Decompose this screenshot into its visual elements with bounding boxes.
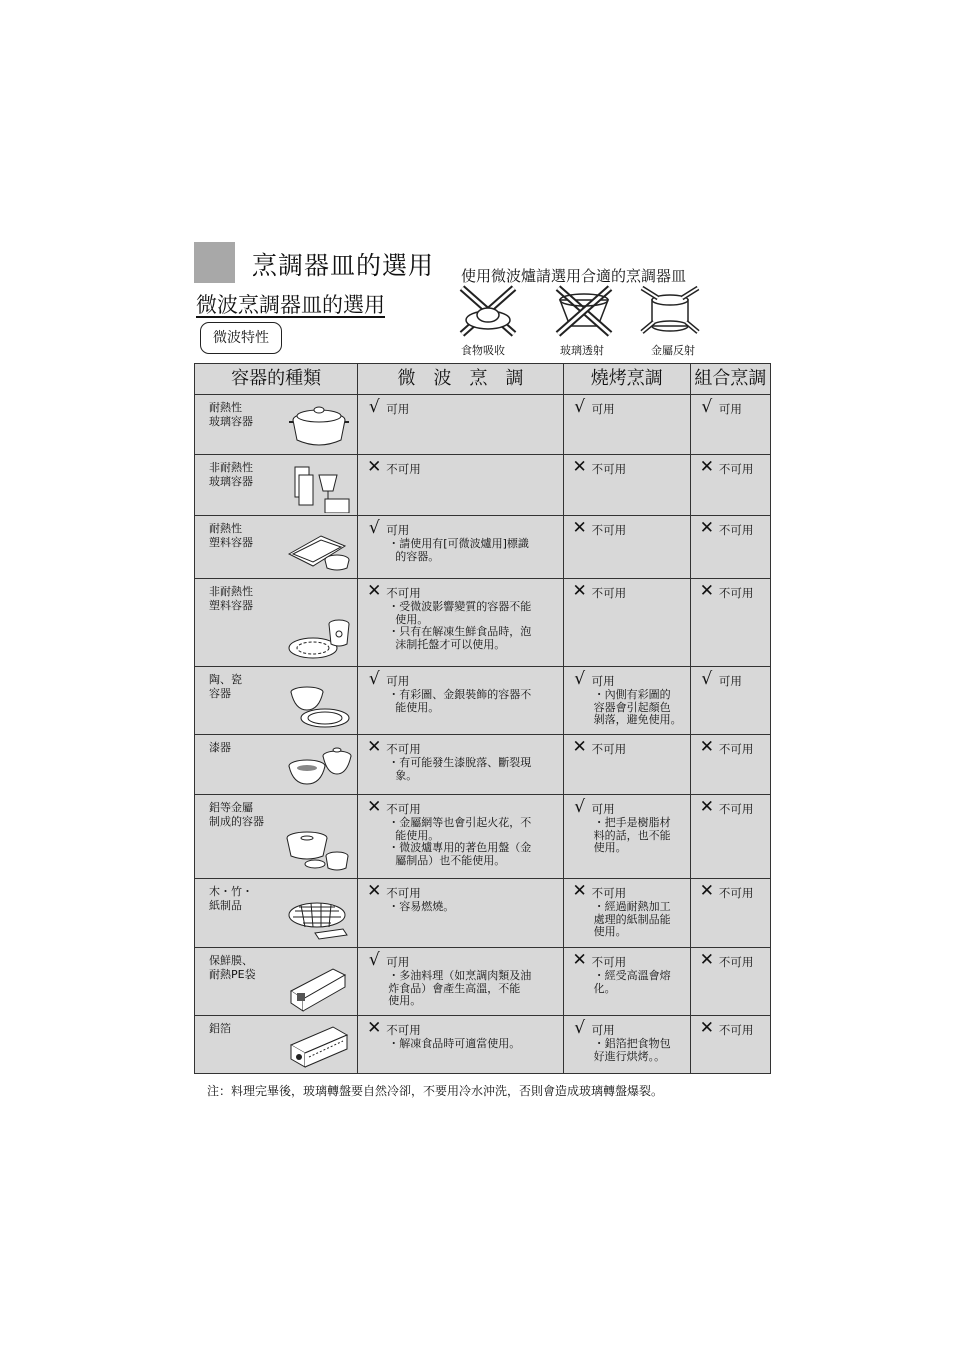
illustration-caption: 金屬反射 [651, 344, 695, 357]
cross-icon: ✕ [699, 950, 714, 970]
grill-cell [563, 395, 690, 455]
availability-text: 可用 [591, 802, 615, 816]
grill-cell [563, 455, 690, 516]
microwave-cell [358, 879, 563, 948]
microwave-cell [358, 455, 563, 516]
illustration-caption: 玻璃透射 [560, 344, 604, 357]
container-cell [195, 948, 358, 1016]
plastic-trays-icon [285, 524, 353, 576]
page-subtitle: 微波烹調器皿的選用 [196, 293, 385, 317]
cross-icon: ✕ [367, 737, 382, 757]
notes [564, 816, 690, 855]
microwave-cell [358, 948, 563, 1016]
plastic-plate-icon [285, 612, 353, 664]
note: ・金屬網等也會引起火花，不 能使用。 [388, 816, 532, 842]
glass-casserole-icon [285, 400, 353, 452]
combo-cell [690, 1016, 770, 1074]
check-icon: √ [368, 669, 380, 689]
grill-cell [563, 948, 690, 1016]
glass-cups-icon [285, 461, 353, 513]
combo-cell [690, 455, 770, 516]
footer-note: 注：料理完畢後，玻璃轉盤要自然冷卻，不要用冷水沖洗，否則會造成玻璃轉盤爆裂。 [207, 1084, 664, 1098]
notes [358, 756, 562, 782]
note: ・微波爐專用的著色用盤（金 屬制品）也不能使用。 [388, 841, 532, 867]
cross-icon: ✕ [367, 1018, 382, 1038]
availability [564, 579, 690, 600]
microwave-cell [358, 1016, 563, 1074]
foil-box-icon [285, 1019, 353, 1071]
availability [691, 879, 770, 900]
availability [358, 1016, 562, 1037]
combo-cell [690, 879, 770, 948]
column-header: 微 波 烹 調 [358, 364, 563, 395]
availability [358, 455, 562, 476]
availability [358, 395, 562, 416]
note: ・把手是樹脂材 料的話，也不能 使用。 [593, 816, 671, 854]
availability-text: 不可用 [386, 802, 421, 816]
combo-cell [690, 795, 770, 879]
availability-text: 不可用 [386, 886, 421, 900]
availability [564, 516, 690, 537]
table-row [195, 579, 771, 667]
availability-text: 不可用 [386, 1023, 421, 1037]
table-row [195, 1016, 771, 1074]
combo-cell [690, 579, 770, 667]
note: ・經過耐熱加工 處理的紙制品能 使用。 [593, 900, 671, 938]
availability-text: 不可用 [591, 523, 627, 537]
availability [564, 455, 690, 476]
availability-text: 不可用 [386, 586, 421, 600]
availability [564, 1016, 690, 1037]
availability-text: 不可用 [718, 955, 754, 969]
lacquer-bowl-icon [285, 740, 353, 792]
cross-icon: ✕ [572, 457, 587, 477]
table-row [195, 795, 771, 879]
cross-icon: ✕ [572, 581, 587, 601]
check-icon: √ [368, 518, 380, 538]
availability-text: 可用 [591, 674, 615, 688]
wood-basket-icon [285, 893, 353, 945]
check-icon: √ [574, 397, 586, 417]
cross-icon: ✕ [367, 581, 382, 601]
notes [358, 969, 562, 1008]
availability-text: 可用 [386, 523, 410, 537]
availability [358, 948, 562, 969]
column-header: 組合烹調 [690, 364, 770, 395]
cross-icon: ✕ [699, 1018, 714, 1038]
food-absorb-icon [456, 282, 520, 340]
availability-text: 不可用 [591, 742, 627, 756]
ceramic-bowl-icon [285, 680, 353, 732]
notes [564, 900, 690, 939]
availability [564, 735, 690, 756]
combo-cell [690, 948, 770, 1016]
availability-text: 可用 [386, 955, 410, 969]
availability-text: 不可用 [718, 1023, 754, 1037]
availability-text: 可用 [591, 402, 615, 416]
notes [564, 688, 690, 727]
table-row [195, 516, 771, 579]
note: ・鋁箔把食物包 好進行烘烤。。 [593, 1037, 671, 1063]
availability [691, 1016, 770, 1037]
page-title: 烹調器皿的選用 [252, 251, 435, 280]
note: ・有彩圖、金銀裝飾的容器不 能使用。 [388, 688, 532, 714]
microwave-cell [358, 395, 563, 455]
note: ・內側有彩圖的 容器會引起顏色 剝落，避免使用。 [593, 688, 682, 726]
notes [358, 816, 562, 867]
table-row [195, 455, 771, 516]
cross-icon: ✕ [699, 518, 714, 538]
notes [358, 600, 562, 651]
availability [358, 579, 562, 600]
availability [691, 667, 770, 688]
illustration-caption: 食物吸收 [461, 344, 505, 357]
combo-cell [690, 516, 770, 579]
cross-icon: ✕ [572, 518, 587, 538]
container-cell [195, 579, 358, 667]
availability-text: 可用 [718, 674, 742, 688]
container-cell [195, 1016, 358, 1074]
availability [564, 879, 690, 900]
availability [691, 948, 770, 969]
availability [564, 395, 690, 416]
availability [691, 455, 770, 476]
grill-cell [563, 795, 690, 879]
check-icon: √ [574, 797, 586, 817]
grill-cell [563, 667, 690, 735]
availability [358, 667, 562, 688]
grill-cell [563, 879, 690, 948]
container-label: 非耐熱性 玻璃容器 [209, 461, 253, 488]
table-row [195, 395, 771, 455]
availability-text: 不可用 [386, 742, 421, 756]
note: ・請使用有[可微波爐用]標識 的容器。 [388, 537, 529, 563]
cross-icon: ✕ [699, 457, 714, 477]
combo-cell [690, 667, 770, 735]
availability-text: 不可用 [591, 886, 627, 900]
grill-cell [563, 516, 690, 579]
wrap-box-icon [285, 961, 353, 1013]
cross-icon: ✕ [572, 881, 587, 901]
cross-icon: ✕ [367, 797, 382, 817]
cross-icon: ✕ [699, 581, 714, 601]
grill-cell [563, 1016, 690, 1074]
container-cell [195, 395, 358, 455]
check-icon: √ [368, 950, 380, 970]
microwave-characteristics-label: 微波特性 [200, 322, 282, 354]
cross-icon: ✕ [572, 950, 587, 970]
cross-icon: ✕ [367, 881, 382, 901]
availability-text: 不可用 [718, 462, 754, 476]
availability-text: 可用 [386, 674, 410, 688]
availability [691, 516, 770, 537]
note: ・只有在解凍生鮮食品時，泡 沫制托盤才可以使用。 [388, 625, 532, 651]
note: ・有可能發生漆脫落、斷裂現 象。 [388, 756, 532, 782]
grill-cell [563, 735, 690, 795]
availability [358, 516, 562, 537]
availability-text: 可用 [591, 1023, 615, 1037]
container-label: 鋁箔 [209, 1022, 231, 1035]
column-header: 容器的種類 [195, 364, 358, 395]
column-header: 燒烤烹調 [563, 364, 690, 395]
cross-icon: ✕ [572, 737, 587, 757]
note: ・經受高溫會熔 化。 [593, 969, 671, 995]
notes [358, 1037, 562, 1051]
container-label: 保鮮膜、 耐熱PE袋 [209, 954, 256, 981]
table-row [195, 948, 771, 1016]
container-label: 耐熱性 玻璃容器 [209, 401, 253, 428]
availability-text: 不可用 [718, 802, 754, 816]
container-cell [195, 516, 358, 579]
microwave-cell [358, 579, 563, 667]
check-icon: √ [701, 669, 713, 689]
availability-text: 可用 [386, 402, 410, 416]
availability [691, 735, 770, 756]
cross-icon: ✕ [699, 797, 714, 817]
availability-text: 不可用 [591, 955, 627, 969]
cross-icon: ✕ [699, 881, 714, 901]
table-row [195, 667, 771, 735]
check-icon: √ [574, 1018, 586, 1038]
microwave-cell [358, 667, 563, 735]
availability-text: 不可用 [718, 886, 754, 900]
container-label: 鋁等金屬 制成的容器 [209, 801, 264, 828]
availability [358, 879, 562, 900]
table-row [195, 879, 771, 948]
availability-text: 不可用 [591, 586, 627, 600]
check-icon: √ [574, 669, 586, 689]
notes [358, 537, 562, 563]
combo-cell [690, 735, 770, 795]
container-label: 耐熱性 塑料容器 [209, 522, 253, 549]
note: ・多油料理（如烹調肉類及油 炸食品）會產生高溫，不能 使用。 [388, 969, 532, 1007]
glass-transmit-icon [552, 282, 616, 340]
note: ・解凍食品時可適當使用。 [388, 1037, 521, 1050]
availability [564, 948, 690, 969]
microwave-cell [358, 516, 563, 579]
availability-text: 不可用 [718, 586, 754, 600]
availability [691, 579, 770, 600]
container-cell [195, 667, 358, 735]
container-label: 陶、瓷 容器 [209, 673, 242, 700]
table-header-row [195, 364, 771, 395]
microwave-cell [358, 795, 563, 879]
container-label: 非耐熱性 塑料容器 [209, 585, 253, 612]
availability [564, 795, 690, 816]
notes [564, 1037, 690, 1063]
section-marker [194, 242, 235, 283]
container-cell [195, 879, 358, 948]
availability-text: 不可用 [718, 523, 754, 537]
grill-cell [563, 579, 690, 667]
availability-text: 不可用 [386, 462, 421, 476]
cookware-table [194, 363, 771, 1074]
metal-reflect-icon [638, 282, 702, 340]
cross-icon: ✕ [367, 457, 382, 477]
check-icon: √ [368, 397, 380, 417]
metal-pans-icon [285, 824, 353, 876]
notes [358, 900, 562, 914]
note: ・受微波影響變質的容器不能 使用。 [388, 600, 532, 626]
container-cell [195, 795, 358, 879]
availability [691, 395, 770, 416]
note: ・容易燃燒。 [388, 900, 455, 913]
availability-text: 不可用 [591, 462, 627, 476]
availability [358, 735, 562, 756]
container-cell [195, 735, 358, 795]
availability [358, 795, 562, 816]
check-icon: √ [701, 397, 713, 417]
container-label: 漆器 [209, 741, 231, 754]
notes [358, 688, 562, 714]
container-label: 木・竹・ 紙制品 [209, 885, 253, 912]
container-cell [195, 455, 358, 516]
illustration-title: 使用微波爐請選用合適的烹調器皿 [461, 267, 687, 285]
table-row [195, 735, 771, 795]
availability-text: 可用 [718, 402, 742, 416]
microwave-cell [358, 735, 563, 795]
availability [564, 667, 690, 688]
availability [691, 795, 770, 816]
cross-icon: ✕ [699, 737, 714, 757]
combo-cell [690, 395, 770, 455]
notes [564, 969, 690, 995]
availability-text: 不可用 [718, 742, 754, 756]
